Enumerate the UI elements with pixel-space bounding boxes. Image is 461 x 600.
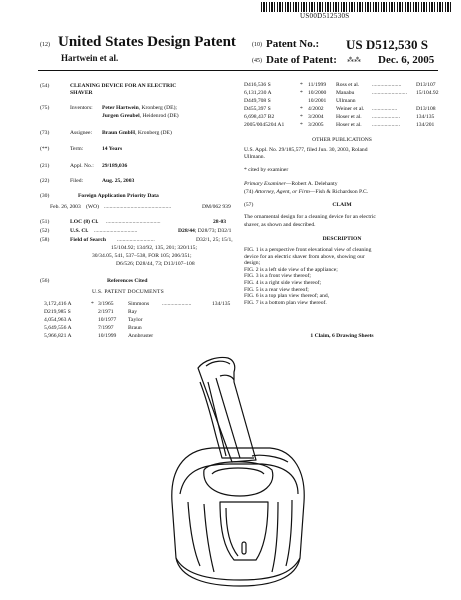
left-ref-row-3 [44, 325, 244, 333]
ref-date: 3/1965 [98, 301, 114, 307]
description-list [244, 247, 449, 306]
other-pub-line-2: Ullmann. [244, 154, 265, 160]
description-line [244, 273, 449, 280]
loc-label: LOC (8) Cl. [70, 219, 99, 225]
ref-name: Simmons [128, 301, 150, 307]
foreign-priority-title: Foreign Application Priority Data [78, 193, 159, 199]
filed-value: Aug. 25, 2003 [102, 178, 135, 184]
left-ref-row-4 [44, 333, 244, 341]
figure-description: is a left side view of the appliance; [258, 266, 338, 273]
code-term: (**) [40, 146, 50, 152]
ref-class: 15/104.92 [416, 90, 439, 96]
figure-label: FIG. 3 [244, 273, 259, 280]
date-label: Date of Patent: [266, 54, 337, 66]
field-of-search-label: Field of Search [70, 237, 106, 243]
code-54: (54) [40, 83, 50, 89]
ref-number: 4,054,963 A [44, 317, 72, 323]
ref-class: D13/108 [416, 106, 436, 112]
ref-name: Ullmann [336, 98, 356, 104]
right-reference-list [244, 82, 449, 130]
ref-name: Weiner et al. [336, 106, 365, 112]
ref-dots: .................... [372, 114, 400, 120]
figure-description: is a rear view thereof; [258, 286, 309, 293]
ref-cited-mark: * [300, 114, 303, 120]
term-value: 14 Years [102, 146, 123, 152]
ref-cited-mark: * [300, 82, 303, 88]
inventor-2: Jurgen Greubel, Heidenrod (DE) [102, 113, 179, 119]
right-ref-row-3 [244, 106, 449, 114]
us-cl-dots: ............................... [94, 228, 138, 234]
code-10: (10) [252, 42, 262, 48]
figure-label: FIG. 1 [244, 247, 259, 253]
shaver-cleaning-device-drawing [160, 352, 310, 592]
right-ref-row-1 [244, 90, 449, 98]
ref-cited-mark: * [300, 90, 303, 96]
code-52: (52) [40, 228, 50, 234]
ref-number: 6,131,230 A [244, 90, 272, 96]
description-line [244, 247, 449, 254]
ref-name: Hoser et al. [336, 114, 362, 120]
right-ref-row-0 [244, 82, 449, 90]
field-of-search-dots: ........................... [117, 237, 155, 243]
ref-dots: ..................... [372, 82, 402, 88]
ref-number: D455,397 S [244, 106, 271, 112]
code-73: (73) [40, 130, 50, 136]
description-title: DESCRIPTION [322, 236, 362, 242]
figure-label: FIG. 4 [244, 279, 259, 286]
ref-date: 10/1977 [98, 317, 117, 323]
ref-class: D13/107 [416, 82, 436, 88]
loc-dots: ....................................... [106, 219, 161, 225]
ref-class: 134/135 [416, 114, 435, 120]
search-line-1: D32/1, 25; 15/1, [196, 237, 233, 243]
barcode [261, 2, 451, 12]
ref-name: Ross et al. [336, 82, 360, 88]
title-line-2: SHAVER [70, 90, 93, 96]
figure-description: is a front view thereof; [258, 273, 311, 280]
ref-name: Hoser et al. [336, 122, 362, 128]
figure-description: device for an electric shaver from above, showing our [244, 253, 365, 260]
claim-title: CLAIM [332, 202, 352, 208]
attorney: (74) Attorney, Agent, or Firm—Fish & Richardson P.C. [244, 189, 369, 195]
ref-class: 134/201 [416, 122, 435, 128]
priority-country: (WO) [86, 204, 100, 210]
right-ref-row-4 [244, 114, 449, 122]
header-rule [38, 70, 438, 71]
ref-class: 134/135 [212, 301, 231, 307]
ref-number: 5,649,556 A [44, 325, 72, 331]
code-58: (58) [40, 237, 50, 243]
term-label: Term: [70, 146, 84, 152]
appl-no-value: 29/189,036 [102, 163, 128, 169]
loc-value: 28-03 [213, 219, 227, 225]
ref-number: 6,698,437 B2 [244, 114, 275, 120]
date-marks: ⁂⁂ [347, 56, 361, 64]
barcode-number: US00D512530S [300, 12, 350, 20]
inventors-label: Inventors: [70, 105, 93, 111]
claim-line-2: shaver, as shown and described. [244, 222, 316, 228]
priority-date: Feb. 26, 2003 [50, 204, 81, 210]
code-51: (51) [40, 219, 50, 225]
other-pub-title: OTHER PUBLICATIONS [312, 137, 372, 143]
ref-cited-mark: * [300, 106, 303, 112]
left-ref-row-0 [44, 301, 244, 309]
figure-description: is a top plan view thereof; and, [258, 293, 330, 300]
us-cl-value: D28/44; D28/73; D32/1 [178, 228, 232, 234]
ref-cited-mark: * [91, 301, 94, 307]
figure-label: FIG. 5 [244, 286, 259, 293]
figure-description: is a right side view thereof; [258, 279, 322, 286]
ref-dots: ......................... [372, 90, 407, 96]
ref-date: 10/2001 [308, 98, 327, 104]
description-line [244, 293, 449, 300]
ref-name: Taylor [128, 317, 143, 323]
search-line-2: 15/104.92; 134/92, 135, 201; 320/115; [111, 245, 198, 251]
ref-date: 4/2002 [308, 106, 324, 112]
left-reference-list [44, 301, 244, 341]
patent-kind-title: United States Design Patent [58, 34, 236, 50]
ref-dots: .................... [372, 122, 400, 128]
ref-date: 3/2004 [308, 114, 324, 120]
ref-number: 2005/0045204 A1 [244, 122, 285, 128]
left-ref-row-1 [44, 309, 244, 317]
search-line-4: D6/526; D28/44, 73; D13/107–108 [116, 261, 195, 267]
ref-date: 11/1999 [308, 82, 327, 88]
ref-number: 5,966,821 A [44, 333, 72, 339]
figure-description: is a bottom plan view thereof. [258, 299, 327, 306]
figure-label: FIG. 6 [244, 293, 259, 300]
ref-cited-mark: * [300, 122, 303, 128]
ref-date: 2/1971 [98, 309, 114, 315]
title-line-1: CLEANING DEVICE FOR AN ELECTRIC [70, 83, 177, 89]
code-75: (75) [40, 105, 50, 111]
description-line [244, 300, 449, 307]
code-12: (12) [40, 42, 50, 48]
ref-number: D449,708 S [244, 98, 271, 104]
ref-date: 10/2000 [308, 90, 327, 96]
cited-by-examiner: * cited by examiner [244, 167, 289, 173]
code-30: (30) [40, 193, 50, 199]
priority-number: DM/062 939 [202, 204, 231, 210]
code-22: (22) [40, 178, 50, 184]
ref-name: Ray [128, 309, 138, 315]
code-45: (45) [252, 58, 262, 64]
filed-label: Filed: [70, 178, 84, 184]
ref-dots: .................. [372, 106, 398, 112]
code-21: (21) [40, 163, 50, 169]
ref-name: Annbruster [128, 333, 154, 339]
us-cl-label: U.S. Cl. [70, 228, 89, 234]
ref-date: 7/1997 [98, 325, 114, 331]
appl-no-label: Appl. No.: [70, 163, 94, 169]
inventors-short: Hartwein et al. [61, 53, 119, 63]
ref-dots: ..................... [162, 301, 192, 307]
references-title: References Cited [107, 278, 148, 284]
priority-dots: ................................................ [104, 204, 172, 210]
ref-name: Braun [128, 325, 142, 331]
claim-line-1: The ornamental design for a cleaning device for an electric [244, 214, 376, 220]
other-pub-line-1: U.S. Appl. No. 29/185,577, filed Jun. 30, 2003, Roland [244, 147, 368, 153]
patent-no-label: Patent No.: [266, 38, 320, 50]
left-ref-row-2 [44, 317, 244, 325]
assignee-label: Assignee: [70, 130, 93, 136]
description-line [244, 254, 449, 261]
ref-name: Manabu [336, 90, 355, 96]
figure-label: FIG. 7 [244, 299, 259, 306]
patent-date: Dec. 6, 2005 [378, 54, 435, 66]
ref-date: 3/2005 [308, 122, 324, 128]
code-56: (56) [40, 278, 50, 284]
ref-number: D416,536 S [244, 82, 271, 88]
ref-date: 10/1999 [98, 333, 117, 339]
description-line [244, 280, 449, 287]
right-ref-row-2 [244, 98, 449, 106]
assignee: Braun GmbH, Kronberg (DE) [102, 130, 172, 136]
us-docs-title: U.S. PATENT DOCUMENTS [92, 289, 164, 295]
figure-label: FIG. 2 [244, 266, 259, 273]
primary-examiner: Primary Examiner—Robert A. Delehanty [244, 181, 338, 187]
figure-description: design; [244, 260, 261, 267]
right-ref-row-5 [244, 122, 449, 130]
search-line-3: 30/34.05, 541, 537–538, FOR 105; 206/351; [92, 253, 192, 259]
patent-number: US D512,530 S [346, 37, 428, 52]
ref-number: 3,172,416 A [44, 301, 72, 307]
figure-description: is a perspective front elevational view of cleaning [258, 247, 372, 253]
ref-number: D219,985 S [44, 309, 71, 315]
inventor-1: Peter Hartwein, Kronberg (DE); [102, 105, 177, 111]
code-57: (57) [244, 202, 254, 208]
description-line [244, 260, 449, 267]
claims-sheets: 1 Claim, 6 Drawing Sheets [310, 333, 374, 339]
